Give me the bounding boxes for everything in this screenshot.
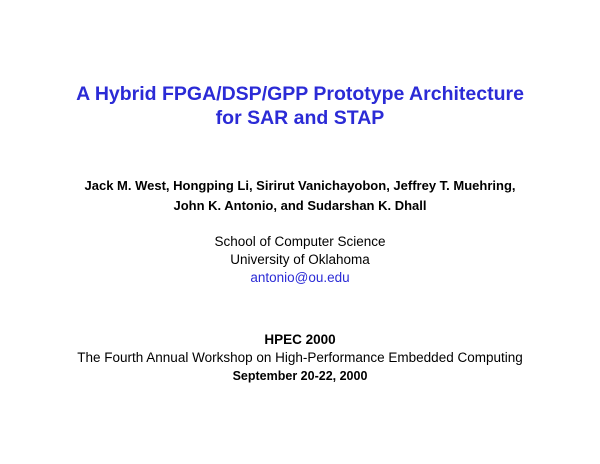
university-name: University of Oklahoma — [230, 252, 370, 267]
slide-title — [0, 82, 600, 130]
conference-full-name: The Fourth Annual Workshop on High-Performance Embedded Computing — [77, 350, 523, 365]
school-name: School of Computer Science — [214, 234, 386, 249]
conference-dates: September 20-22, 2000 — [232, 369, 368, 383]
authors-line-2: John K. Antonio, and Sudarshan K. Dhall — [173, 198, 427, 213]
conference-name: HPEC 2000 — [264, 332, 336, 347]
authors-line-1: Jack M. West, Hongping Li, Sirirut Vanichayobon, Jeffrey T. Muehring, — [84, 178, 516, 193]
author-list — [0, 176, 600, 216]
title-line-2: for SAR and STAP — [215, 107, 385, 129]
affiliation — [0, 233, 600, 287]
conference-info — [0, 331, 600, 385]
contact-email-link[interactable]: antonio@ou.edu — [250, 270, 350, 285]
title-line-1: A Hybrid FPGA/DSP/GPP Prototype Architecture — [76, 83, 524, 105]
